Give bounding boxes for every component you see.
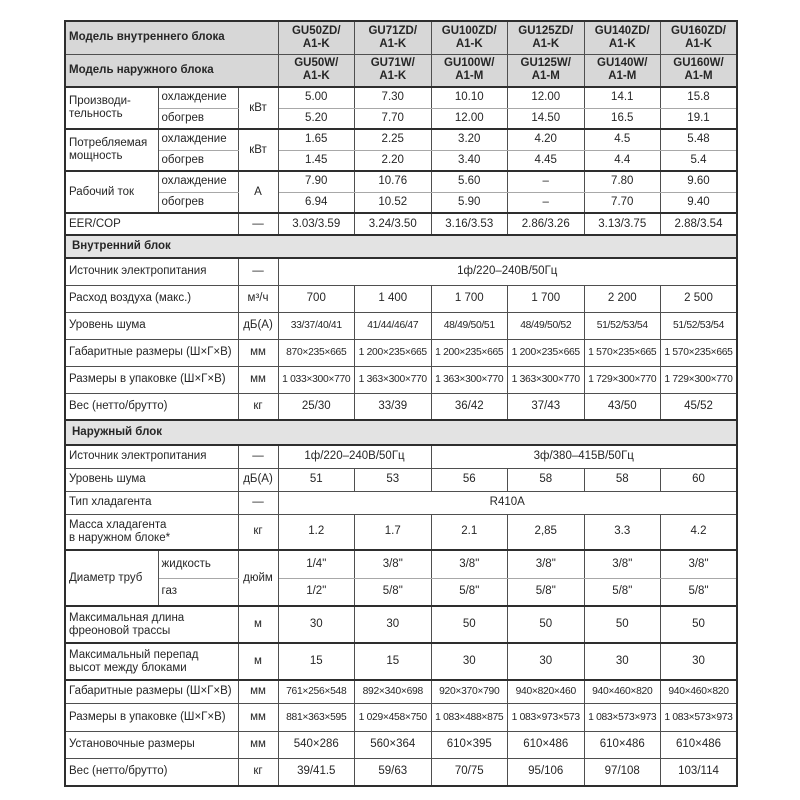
value-cell: 3.03/3.59 <box>278 213 355 235</box>
value-cell: 45/52 <box>661 393 738 420</box>
row-label: Габаритные размеры (Ш×Г×В) <box>65 339 238 366</box>
unit-cell: мм <box>238 366 278 393</box>
value-cell: 1.2 <box>278 514 355 550</box>
unit-cell: — <box>238 491 278 514</box>
value-cell: 2.88/3.54 <box>661 213 738 235</box>
spec-table-container <box>64 20 736 787</box>
value-cell: 4.5 <box>584 129 661 150</box>
value-cell: 6.94 <box>278 192 355 213</box>
table-row <box>65 171 737 192</box>
value-cell: 3/8" <box>584 550 661 578</box>
sub-label: охлаждение <box>158 171 238 192</box>
table-row <box>65 108 737 129</box>
section-header: Внутренний блок <box>65 235 737 258</box>
row-label: Источник электропитания <box>65 445 238 468</box>
unit-cell: м³/ч <box>238 285 278 312</box>
value-cell: 3.16/3.53 <box>431 213 508 235</box>
table-row <box>65 285 737 312</box>
unit-cell: мм <box>238 680 278 703</box>
table-row <box>65 192 737 213</box>
value-cell: 50 <box>431 606 508 643</box>
model-name: GU100ZD/ A1-K <box>431 21 508 54</box>
row-label: Вес (нетто/брутто) <box>65 758 238 786</box>
value-cell: 19.1 <box>661 108 738 129</box>
value-cell: 16.5 <box>584 108 661 129</box>
value-cell: 610×486 <box>584 731 661 758</box>
value-cell: 51/52/53/54 <box>661 312 738 339</box>
value-cell: 1/4" <box>278 550 355 578</box>
value-cell: 4.2 <box>661 514 738 550</box>
table-row <box>65 731 737 758</box>
table-row <box>65 491 737 514</box>
value-cell: 37/43 <box>508 393 585 420</box>
table-row <box>65 758 737 786</box>
value-cell: 5.00 <box>278 87 355 108</box>
row-label: Максимальный перепад высот между блоками <box>65 643 238 680</box>
value-cell: 14.1 <box>584 87 661 108</box>
table-row <box>65 468 737 491</box>
model-row-label: Модель наружного блока <box>65 54 278 87</box>
unit-cell: кВт <box>238 129 278 171</box>
value-cell: 7.70 <box>355 108 432 129</box>
table-row <box>65 213 737 235</box>
table-row <box>65 606 737 643</box>
row-label: Источник электропитания <box>65 258 238 285</box>
value-cell: 610×486 <box>661 731 738 758</box>
unit-cell: мм <box>238 731 278 758</box>
value-cell: 4.20 <box>508 129 585 150</box>
model-name: GU160ZD/ A1-K <box>661 21 738 54</box>
value-cell: 30 <box>508 643 585 680</box>
value-cell: 1 729×300×770 <box>661 366 738 393</box>
value-cell: 30 <box>278 606 355 643</box>
table-row <box>65 235 737 258</box>
row-label: Габаритные размеры (Ш×Г×В) <box>65 680 238 703</box>
table-row <box>65 643 737 680</box>
row-label: Размеры в упаковке (Ш×Г×В) <box>65 703 238 731</box>
unit-cell: кг <box>238 758 278 786</box>
value-cell: 761×256×548 <box>278 680 355 703</box>
value-cell: 1 200×235×665 <box>355 339 432 366</box>
spec-table-body <box>65 21 737 786</box>
row-label: Уровень шума <box>65 312 238 339</box>
value-cell: 51 <box>278 468 355 491</box>
value-cell: 15 <box>278 643 355 680</box>
value-cell: 1/2" <box>278 578 355 606</box>
value-cell: 540×286 <box>278 731 355 758</box>
row-label: Расход воздуха (макс.) <box>65 285 238 312</box>
spec-table <box>64 20 738 787</box>
table-row <box>65 21 737 54</box>
value-cell: 9.40 <box>661 192 738 213</box>
value-cell-span: 1ф/220–240В/50Гц <box>278 258 737 285</box>
value-cell: 10.76 <box>355 171 432 192</box>
value-cell: 7.30 <box>355 87 432 108</box>
unit-cell: м <box>238 606 278 643</box>
value-cell: 700 <box>278 285 355 312</box>
value-cell: 15 <box>355 643 432 680</box>
table-row <box>65 150 737 171</box>
value-cell: 53 <box>355 468 432 491</box>
value-cell: 3/8" <box>355 550 432 578</box>
value-cell: 5/8" <box>661 578 738 606</box>
value-cell: 14.50 <box>508 108 585 129</box>
table-row <box>65 87 737 108</box>
sub-label: охлаждение <box>158 129 238 150</box>
value-cell: 1 033×300×770 <box>278 366 355 393</box>
value-cell: 1 570×235×665 <box>584 339 661 366</box>
table-row <box>65 578 737 606</box>
value-cell: 12.00 <box>431 108 508 129</box>
value-cell-span: R410A <box>278 491 737 514</box>
value-cell: 25/30 <box>278 393 355 420</box>
unit-cell: дБ(А) <box>238 312 278 339</box>
table-row <box>65 129 737 150</box>
table-row <box>65 680 737 703</box>
value-cell: 48/49/50/52 <box>508 312 585 339</box>
value-cell: 12.00 <box>508 87 585 108</box>
model-name: GU71ZD/ A1-K <box>355 21 432 54</box>
value-cell: 1 363×300×770 <box>431 366 508 393</box>
value-cell: – <box>508 171 585 192</box>
model-name: GU100W/ A1-M <box>431 54 508 87</box>
value-cell: 1 729×300×770 <box>584 366 661 393</box>
value-cell: 7.80 <box>584 171 661 192</box>
table-row <box>65 703 737 731</box>
unit-cell: — <box>238 213 278 235</box>
value-cell: 50 <box>661 606 738 643</box>
value-cell: 56 <box>431 468 508 491</box>
unit-cell: кг <box>238 514 278 550</box>
value-cell: 30 <box>661 643 738 680</box>
model-row-label: Модель внутреннего блока <box>65 21 278 54</box>
table-row <box>65 54 737 87</box>
sub-label: обогрев <box>158 108 238 129</box>
row-label: Масса хладагента в наружном блоке* <box>65 514 238 550</box>
value-cell: 1 029×458×750 <box>355 703 432 731</box>
table-row <box>65 550 737 578</box>
value-cell: 33/37/40/41 <box>278 312 355 339</box>
model-name: GU125ZD/ A1-K <box>508 21 585 54</box>
value-cell: 1.45 <box>278 150 355 171</box>
value-cell: 1 200×235×665 <box>431 339 508 366</box>
value-cell: 560×364 <box>355 731 432 758</box>
value-cell: 41/44/46/47 <box>355 312 432 339</box>
sub-label: газ <box>158 578 238 606</box>
value-cell: 3/8" <box>508 550 585 578</box>
sub-label: обогрев <box>158 150 238 171</box>
table-row <box>65 366 737 393</box>
value-cell: 5/8" <box>584 578 661 606</box>
value-cell: 1 083×573×973 <box>661 703 738 731</box>
model-name: GU140W/ A1-M <box>584 54 661 87</box>
value-cell: 610×486 <box>508 731 585 758</box>
value-cell: 870×235×665 <box>278 339 355 366</box>
model-name: GU71W/ A1-K <box>355 54 432 87</box>
value-cell: 4.45 <box>508 150 585 171</box>
unit-cell: кВт <box>238 87 278 129</box>
value-cell: 5.4 <box>661 150 738 171</box>
value-cell: 5/8" <box>355 578 432 606</box>
table-row <box>65 514 737 550</box>
sub-label: жидкость <box>158 550 238 578</box>
value-cell-span: 1ф/220–240В/50Гц <box>278 445 431 468</box>
value-cell: 1 400 <box>355 285 432 312</box>
unit-cell: мм <box>238 339 278 366</box>
value-cell: 2 500 <box>661 285 738 312</box>
unit-cell: кг <box>238 393 278 420</box>
unit-cell: дюйм <box>238 550 278 606</box>
value-cell: 70/75 <box>431 758 508 786</box>
value-cell: 5.20 <box>278 108 355 129</box>
row-label: Уровень шума <box>65 468 238 491</box>
value-cell: 610×395 <box>431 731 508 758</box>
unit-cell: мм <box>238 703 278 731</box>
value-cell: 1 200×235×665 <box>508 339 585 366</box>
value-cell: 7.90 <box>278 171 355 192</box>
value-cell: 3/8" <box>661 550 738 578</box>
row-label: Установочные размеры <box>65 731 238 758</box>
value-cell: 50 <box>508 606 585 643</box>
value-cell: 43/50 <box>584 393 661 420</box>
value-cell: 3.40 <box>431 150 508 171</box>
sub-label: охлаждение <box>158 87 238 108</box>
value-cell: 5.48 <box>661 129 738 150</box>
value-cell: 2.86/3.26 <box>508 213 585 235</box>
value-cell: 1 363×300×770 <box>508 366 585 393</box>
value-cell: 940×820×460 <box>508 680 585 703</box>
table-row <box>65 420 737 445</box>
value-cell: 95/106 <box>508 758 585 786</box>
table-row <box>65 312 737 339</box>
value-cell: 7.70 <box>584 192 661 213</box>
sub-label: обогрев <box>158 192 238 213</box>
value-cell: 920×370×790 <box>431 680 508 703</box>
value-cell: 3.13/3.75 <box>584 213 661 235</box>
value-cell: 3.20 <box>431 129 508 150</box>
value-cell: 4.4 <box>584 150 661 171</box>
value-cell: 97/108 <box>584 758 661 786</box>
value-cell: 2.25 <box>355 129 432 150</box>
value-cell: 39/41.5 <box>278 758 355 786</box>
row-label: Вес (нетто/брутто) <box>65 393 238 420</box>
value-cell: 2 200 <box>584 285 661 312</box>
value-cell: 1 700 <box>508 285 585 312</box>
value-cell: 5.90 <box>431 192 508 213</box>
unit-cell: м <box>238 643 278 680</box>
value-cell: – <box>508 192 585 213</box>
value-cell: 59/63 <box>355 758 432 786</box>
row-label: EER/COP <box>65 213 238 235</box>
table-row <box>65 258 737 285</box>
unit-cell: А <box>238 171 278 213</box>
value-cell: 881×363×595 <box>278 703 355 731</box>
section-header: Наружный блок <box>65 420 737 445</box>
value-cell: 10.52 <box>355 192 432 213</box>
value-cell: 103/114 <box>661 758 738 786</box>
table-row <box>65 339 737 366</box>
value-cell: 1 700 <box>431 285 508 312</box>
value-cell: 5.60 <box>431 171 508 192</box>
value-cell: 33/39 <box>355 393 432 420</box>
value-cell: 15.8 <box>661 87 738 108</box>
value-cell: 9.60 <box>661 171 738 192</box>
model-name: GU50ZD/ A1-K <box>278 21 355 54</box>
value-cell: 30 <box>584 643 661 680</box>
row-label: Тип хладагента <box>65 491 238 514</box>
value-cell: 1 083×573×973 <box>584 703 661 731</box>
value-cell: 1 570×235×665 <box>661 339 738 366</box>
value-cell: 940×460×820 <box>584 680 661 703</box>
value-cell: 58 <box>508 468 585 491</box>
value-cell: 5/8" <box>431 578 508 606</box>
table-row <box>65 393 737 420</box>
value-cell: 3.24/3.50 <box>355 213 432 235</box>
value-cell: 940×460×820 <box>661 680 738 703</box>
unit-cell: дБ(А) <box>238 468 278 491</box>
table-row <box>65 445 737 468</box>
row-label: Производи- тельность <box>65 87 158 129</box>
model-name: GU125W/ A1-M <box>508 54 585 87</box>
value-cell-span: 3ф/380–415В/50Гц <box>431 445 737 468</box>
value-cell: 5/8" <box>508 578 585 606</box>
value-cell: 1 083×973×573 <box>508 703 585 731</box>
value-cell: 60 <box>661 468 738 491</box>
model-name: GU140ZD/ A1-K <box>584 21 661 54</box>
value-cell: 3.3 <box>584 514 661 550</box>
value-cell: 50 <box>584 606 661 643</box>
value-cell: 1 363×300×770 <box>355 366 432 393</box>
value-cell: 58 <box>584 468 661 491</box>
value-cell: 48/49/50/51 <box>431 312 508 339</box>
value-cell: 2,85 <box>508 514 585 550</box>
value-cell: 892×340×698 <box>355 680 432 703</box>
value-cell: 51/52/53/54 <box>584 312 661 339</box>
row-label: Диаметр труб <box>65 550 158 606</box>
model-name: GU160W/ A1-M <box>661 54 738 87</box>
row-label: Размеры в упаковке (Ш×Г×В) <box>65 366 238 393</box>
value-cell: 30 <box>431 643 508 680</box>
unit-cell: — <box>238 258 278 285</box>
value-cell: 36/42 <box>431 393 508 420</box>
value-cell: 3/8" <box>431 550 508 578</box>
unit-cell: — <box>238 445 278 468</box>
value-cell: 30 <box>355 606 432 643</box>
row-label: Потребляемая мощность <box>65 129 158 171</box>
value-cell: 2.1 <box>431 514 508 550</box>
row-label: Максимальная длина фреоновой трассы <box>65 606 238 643</box>
row-label: Рабочий ток <box>65 171 158 213</box>
value-cell: 1.65 <box>278 129 355 150</box>
value-cell: 10.10 <box>431 87 508 108</box>
value-cell: 1.7 <box>355 514 432 550</box>
model-name: GU50W/ A1-K <box>278 54 355 87</box>
value-cell: 1 083×488×875 <box>431 703 508 731</box>
value-cell: 2.20 <box>355 150 432 171</box>
